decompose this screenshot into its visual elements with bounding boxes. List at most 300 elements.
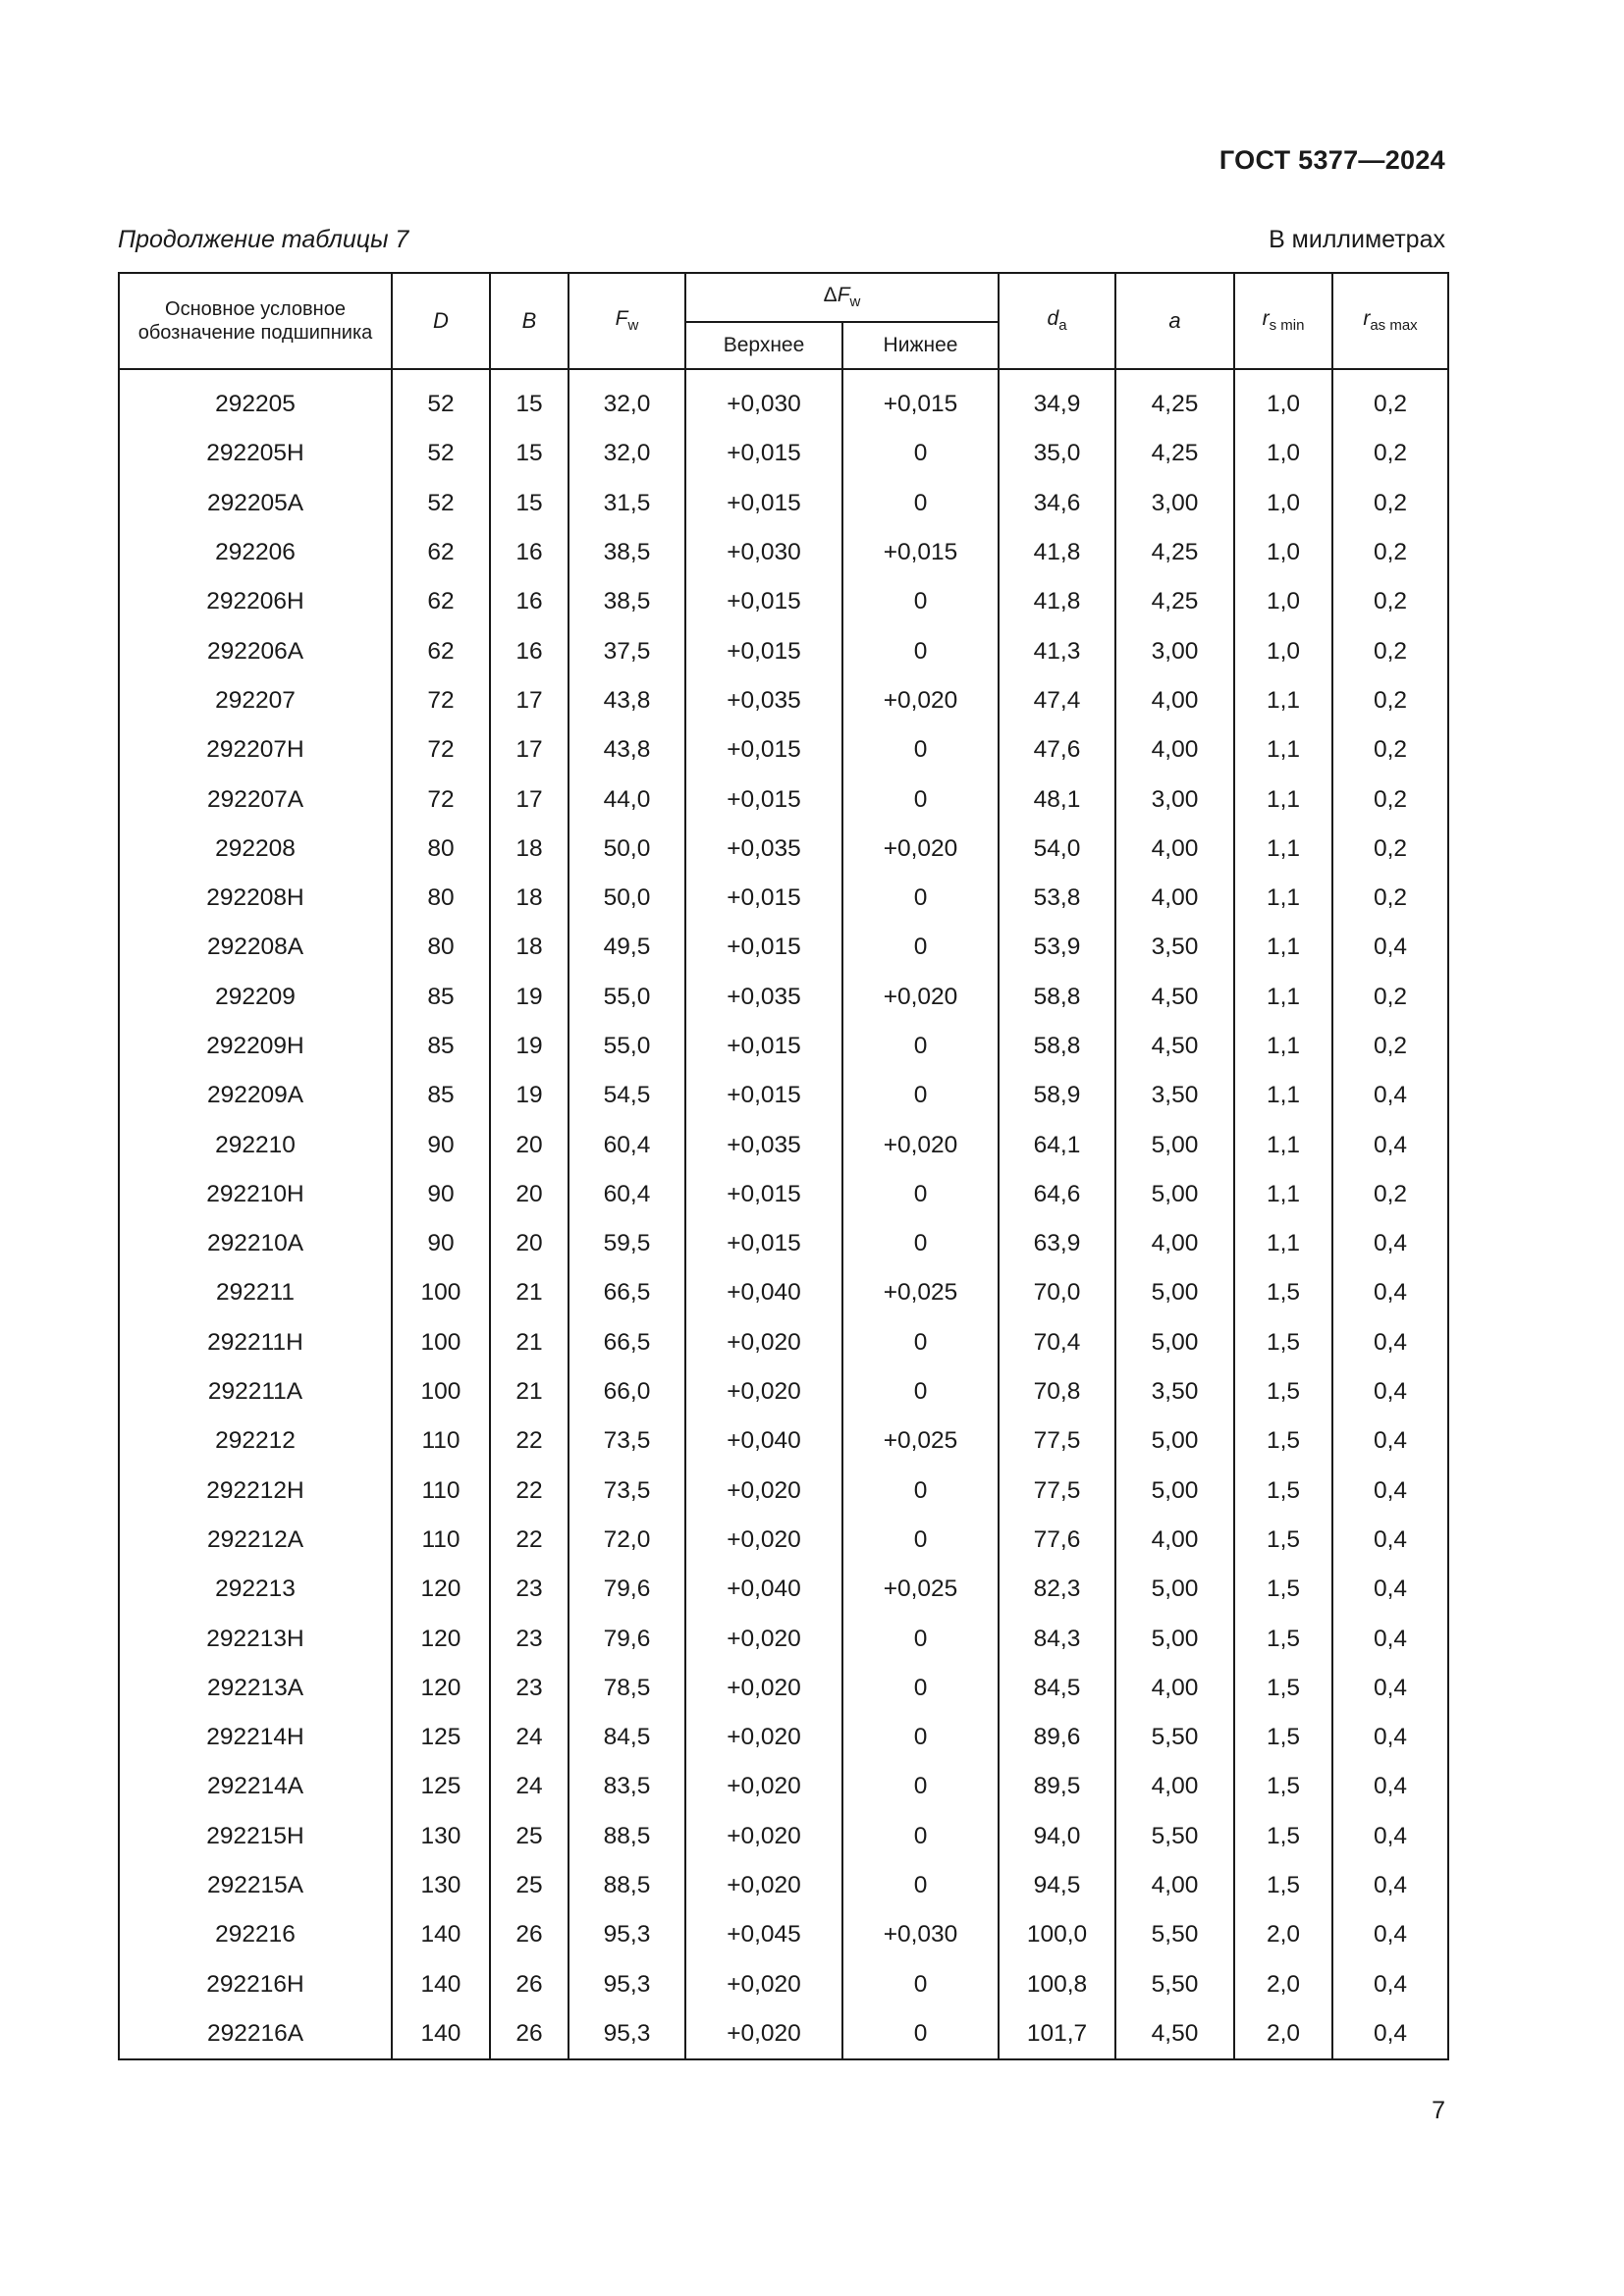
cell-lower: 0 (842, 1516, 999, 1565)
cell-designation: 292213Н (119, 1614, 392, 1663)
cell-ras-max: 0,4 (1332, 1367, 1448, 1416)
cell-Fw: 66,0 (568, 1367, 685, 1416)
cell-da: 100,8 (999, 1960, 1115, 2009)
cell-Fw: 95,3 (568, 1960, 685, 2009)
cell-D: 90 (392, 1120, 490, 1169)
cell-ras-max: 0,4 (1332, 1120, 1448, 1169)
header-lower: Нижнее (842, 322, 999, 369)
cell-designation: 292216А (119, 2009, 392, 2059)
cell-a: 5,00 (1115, 1467, 1234, 1516)
cell-B: 26 (490, 1960, 568, 2009)
cell-Fw: 43,8 (568, 725, 685, 774)
cell-B: 21 (490, 1268, 568, 1317)
cell-Fw: 55,0 (568, 1022, 685, 1071)
cell-designation: 292212Н (119, 1467, 392, 1516)
cell-Fw: 38,5 (568, 528, 685, 577)
cell-rs-min: 1,5 (1234, 1416, 1332, 1466)
cell-upper: +0,040 (685, 1268, 842, 1317)
table-row (119, 1170, 1448, 1219)
table-row (119, 1861, 1448, 1910)
cell-D: 100 (392, 1318, 490, 1367)
header-Fw (568, 273, 685, 369)
cell-upper: +0,030 (685, 528, 842, 577)
header-upper: Верхнее (685, 322, 842, 369)
cell-da: 58,8 (999, 1022, 1115, 1071)
table-row (119, 429, 1448, 478)
cell-a: 5,00 (1115, 1120, 1234, 1169)
table-row (119, 825, 1448, 874)
cell-D: 85 (392, 973, 490, 1022)
table-row (119, 1367, 1448, 1416)
cell-ras-max: 0,4 (1332, 1071, 1448, 1120)
cell-designation: 292210Н (119, 1170, 392, 1219)
cell-da: 54,0 (999, 825, 1115, 874)
cell-upper: +0,015 (685, 774, 842, 824)
table-row (119, 1219, 1448, 1268)
cell-lower: 0 (842, 1861, 999, 1910)
cell-upper: +0,035 (685, 1120, 842, 1169)
cell-rs-min: 1,5 (1234, 1713, 1332, 1762)
cell-Fw: 73,5 (568, 1416, 685, 1466)
cell-da: 70,4 (999, 1318, 1115, 1367)
cell-rs-min: 1,5 (1234, 1318, 1332, 1367)
cell-da: 89,6 (999, 1713, 1115, 1762)
cell-designation: 292215Н (119, 1812, 392, 1861)
cell-ras-max: 0,4 (1332, 2009, 1448, 2059)
cell-Fw: 95,3 (568, 1910, 685, 1959)
cell-ras-max: 0,4 (1332, 1713, 1448, 1762)
cell-Fw: 66,5 (568, 1318, 685, 1367)
table-row (119, 1416, 1448, 1466)
cell-D: 80 (392, 874, 490, 923)
header-delta-Fw-main: F (837, 284, 850, 307)
cell-designation: 292206Н (119, 577, 392, 626)
cell-designation: 292205А (119, 479, 392, 528)
cell-da: 70,0 (999, 1268, 1115, 1317)
cell-upper: +0,035 (685, 973, 842, 1022)
cell-da: 35,0 (999, 429, 1115, 478)
cell-a: 5,00 (1115, 1318, 1234, 1367)
cell-a: 3,50 (1115, 1071, 1234, 1120)
cell-rs-min: 1,1 (1234, 973, 1332, 1022)
cell-a: 4,00 (1115, 874, 1234, 923)
cell-designation: 292210 (119, 1120, 392, 1169)
cell-lower: 0 (842, 1812, 999, 1861)
cell-D: 52 (392, 429, 490, 478)
cell-upper: +0,015 (685, 923, 842, 972)
cell-upper: +0,015 (685, 1219, 842, 1268)
header-Fw-main: F (615, 307, 628, 331)
cell-da: 77,5 (999, 1416, 1115, 1466)
cell-designation: 292207 (119, 676, 392, 725)
table-row (119, 676, 1448, 725)
cell-B: 23 (490, 1614, 568, 1663)
cell-upper: +0,015 (685, 1022, 842, 1071)
cell-lower: 0 (842, 923, 999, 972)
cell-lower: 0 (842, 1219, 999, 1268)
cell-da: 77,6 (999, 1516, 1115, 1565)
cell-upper: +0,040 (685, 1416, 842, 1466)
cell-a: 4,00 (1115, 676, 1234, 725)
cell-D: 52 (392, 369, 490, 429)
cell-da: 41,8 (999, 528, 1115, 577)
table-row (119, 725, 1448, 774)
cell-lower: +0,015 (842, 369, 999, 429)
cell-designation: 292212А (119, 1516, 392, 1565)
cell-upper: +0,020 (685, 1713, 842, 1762)
cell-Fw: 72,0 (568, 1516, 685, 1565)
cell-a: 4,50 (1115, 1022, 1234, 1071)
cell-Fw: 50,0 (568, 874, 685, 923)
cell-Fw: 60,4 (568, 1170, 685, 1219)
cell-lower: 0 (842, 1467, 999, 1516)
cell-ras-max: 0,4 (1332, 1910, 1448, 1959)
cell-ras-max: 0,2 (1332, 725, 1448, 774)
cell-lower: +0,020 (842, 1120, 999, 1169)
cell-ras-max: 0,4 (1332, 1268, 1448, 1317)
cell-Fw: 84,5 (568, 1713, 685, 1762)
header-Fw-sub: w (627, 317, 639, 335)
cell-rs-min: 2,0 (1234, 2009, 1332, 2059)
cell-a: 5,00 (1115, 1268, 1234, 1317)
cell-Fw: 88,5 (568, 1861, 685, 1910)
cell-upper: +0,015 (685, 626, 842, 675)
cell-rs-min: 1,5 (1234, 1268, 1332, 1317)
header-ras-max (1332, 273, 1448, 369)
cell-B: 20 (490, 1219, 568, 1268)
cell-rs-min: 1,1 (1234, 874, 1332, 923)
table-row (119, 774, 1448, 824)
cell-rs-min: 1,1 (1234, 1071, 1332, 1120)
cell-a: 4,00 (1115, 1762, 1234, 1811)
cell-Fw: 31,5 (568, 479, 685, 528)
cell-B: 20 (490, 1120, 568, 1169)
cell-ras-max: 0,2 (1332, 1022, 1448, 1071)
table-row (119, 1516, 1448, 1565)
cell-da: 64,6 (999, 1170, 1115, 1219)
cell-rs-min: 1,5 (1234, 1614, 1332, 1663)
cell-Fw: 66,5 (568, 1268, 685, 1317)
cell-designation: 292211Н (119, 1318, 392, 1367)
cell-designation: 292212 (119, 1416, 392, 1466)
cell-designation: 292213А (119, 1664, 392, 1713)
cell-a: 3,00 (1115, 774, 1234, 824)
cell-designation: 292216Н (119, 1960, 392, 2009)
bearing-dimensions-table (118, 272, 1447, 2060)
cell-B: 17 (490, 676, 568, 725)
cell-da: 77,5 (999, 1467, 1115, 1516)
cell-D: 120 (392, 1565, 490, 1614)
cell-lower: 0 (842, 1170, 999, 1219)
cell-rs-min: 1,1 (1234, 1219, 1332, 1268)
cell-Fw: 83,5 (568, 1762, 685, 1811)
cell-designation: 292211А (119, 1367, 392, 1416)
cell-lower: 0 (842, 1713, 999, 1762)
table-row (119, 626, 1448, 675)
cell-D: 120 (392, 1614, 490, 1663)
table-row (119, 874, 1448, 923)
cell-designation: 292216 (119, 1910, 392, 1959)
cell-Fw: 38,5 (568, 577, 685, 626)
cell-upper: +0,020 (685, 1318, 842, 1367)
cell-ras-max: 0,4 (1332, 1664, 1448, 1713)
cell-B: 18 (490, 874, 568, 923)
cell-D: 80 (392, 825, 490, 874)
cell-Fw: 79,6 (568, 1614, 685, 1663)
table-row (119, 973, 1448, 1022)
cell-a: 5,50 (1115, 1713, 1234, 1762)
cell-lower: +0,025 (842, 1268, 999, 1317)
cell-a: 5,00 (1115, 1170, 1234, 1219)
cell-rs-min: 1,1 (1234, 1120, 1332, 1169)
cell-designation: 292209 (119, 973, 392, 1022)
cell-a: 4,00 (1115, 1861, 1234, 1910)
table-row (119, 1614, 1448, 1663)
cell-ras-max: 0,4 (1332, 1219, 1448, 1268)
cell-D: 140 (392, 2009, 490, 2059)
table-row (119, 577, 1448, 626)
cell-B: 18 (490, 923, 568, 972)
cell-da: 82,3 (999, 1565, 1115, 1614)
cell-ras-max: 0,2 (1332, 973, 1448, 1022)
cell-B: 15 (490, 429, 568, 478)
cell-da: 41,8 (999, 577, 1115, 626)
cell-B: 26 (490, 1910, 568, 1959)
cell-ras-max: 0,2 (1332, 369, 1448, 429)
cell-Fw: 32,0 (568, 429, 685, 478)
cell-D: 130 (392, 1861, 490, 1910)
cell-lower: 0 (842, 1071, 999, 1120)
cell-B: 25 (490, 1861, 568, 1910)
cell-Fw: 43,8 (568, 676, 685, 725)
cell-a: 4,25 (1115, 369, 1234, 429)
cell-B: 17 (490, 725, 568, 774)
cell-D: 130 (392, 1812, 490, 1861)
header-da (999, 273, 1115, 369)
header-rs-main: r (1262, 307, 1270, 331)
cell-upper: +0,020 (685, 1367, 842, 1416)
cell-ras-max: 0,4 (1332, 1812, 1448, 1861)
cell-lower: 0 (842, 725, 999, 774)
cell-a: 3,00 (1115, 626, 1234, 675)
cell-upper: +0,035 (685, 676, 842, 725)
table-row (119, 1022, 1448, 1071)
cell-a: 3,00 (1115, 479, 1234, 528)
cell-rs-min: 1,5 (1234, 1516, 1332, 1565)
table-row (119, 2009, 1448, 2059)
cell-rs-min: 1,1 (1234, 923, 1332, 972)
cell-designation: 292206 (119, 528, 392, 577)
cell-Fw: 88,5 (568, 1812, 685, 1861)
cell-designation: 292208А (119, 923, 392, 972)
cell-D: 62 (392, 626, 490, 675)
cell-Fw: 73,5 (568, 1467, 685, 1516)
cell-Fw: 50,0 (568, 825, 685, 874)
cell-lower: 0 (842, 1614, 999, 1663)
cell-lower: 0 (842, 1960, 999, 2009)
cell-lower: +0,025 (842, 1565, 999, 1614)
cell-lower: 0 (842, 479, 999, 528)
cell-D: 125 (392, 1713, 490, 1762)
cell-B: 16 (490, 626, 568, 675)
cell-ras-max: 0,4 (1332, 1416, 1448, 1466)
cell-rs-min: 2,0 (1234, 1910, 1332, 1959)
cell-designation: 292205Н (119, 429, 392, 478)
cell-rs-min: 1,5 (1234, 1664, 1332, 1713)
cell-da: 64,1 (999, 1120, 1115, 1169)
table-continuation-caption: Продолжение таблицы 7 (118, 226, 409, 253)
cell-upper: +0,015 (685, 429, 842, 478)
cell-upper: +0,020 (685, 1812, 842, 1861)
cell-da: 94,0 (999, 1812, 1115, 1861)
cell-lower: 0 (842, 2009, 999, 2059)
cell-rs-min: 1,5 (1234, 1467, 1332, 1516)
cell-lower: +0,020 (842, 676, 999, 725)
cell-a: 4,00 (1115, 1219, 1234, 1268)
cell-da: 53,8 (999, 874, 1115, 923)
table-row (119, 369, 1448, 429)
cell-designation: 292209Н (119, 1022, 392, 1071)
cell-D: 100 (392, 1367, 490, 1416)
cell-D: 62 (392, 577, 490, 626)
cell-Fw: 54,5 (568, 1071, 685, 1120)
cell-designation: 292207Н (119, 725, 392, 774)
cell-rs-min: 1,1 (1234, 1170, 1332, 1219)
cell-da: 34,6 (999, 479, 1115, 528)
cell-lower: 0 (842, 1762, 999, 1811)
header-delta-symbol: Δ (823, 284, 838, 307)
table-row (119, 1268, 1448, 1317)
cell-a: 4,00 (1115, 1664, 1234, 1713)
cell-ras-max: 0,2 (1332, 479, 1448, 528)
cell-D: 72 (392, 774, 490, 824)
cell-a: 4,25 (1115, 577, 1234, 626)
cell-D: 125 (392, 1762, 490, 1811)
table-row (119, 1071, 1448, 1120)
cell-da: 48,1 (999, 774, 1115, 824)
cell-ras-max: 0,2 (1332, 676, 1448, 725)
cell-designation: 292206А (119, 626, 392, 675)
cell-rs-min: 1,0 (1234, 528, 1332, 577)
table-row (119, 1762, 1448, 1811)
cell-lower: +0,030 (842, 1910, 999, 1959)
cell-B: 21 (490, 1318, 568, 1367)
cell-upper: +0,015 (685, 874, 842, 923)
cell-a: 5,50 (1115, 1812, 1234, 1861)
cell-upper: +0,020 (685, 1861, 842, 1910)
cell-D: 90 (392, 1170, 490, 1219)
cell-B: 16 (490, 528, 568, 577)
cell-a: 4,50 (1115, 2009, 1234, 2059)
cell-rs-min: 1,0 (1234, 626, 1332, 675)
cell-a: 5,00 (1115, 1565, 1234, 1614)
cell-B: 25 (490, 1812, 568, 1861)
cell-designation: 292211 (119, 1268, 392, 1317)
cell-rs-min: 1,0 (1234, 429, 1332, 478)
cell-ras-max: 0,2 (1332, 577, 1448, 626)
header-ras-sub: as max (1370, 317, 1418, 335)
document-code: ГОСТ 5377—2024 (1218, 145, 1445, 175)
cell-ras-max: 0,2 (1332, 528, 1448, 577)
cell-lower: 0 (842, 626, 999, 675)
cell-ras-max: 0,2 (1332, 626, 1448, 675)
table-row (119, 1713, 1448, 1762)
cell-ras-max: 0,4 (1332, 1762, 1448, 1811)
cell-Fw: 78,5 (568, 1664, 685, 1713)
cell-B: 15 (490, 369, 568, 429)
cell-B: 22 (490, 1467, 568, 1516)
cell-D: 140 (392, 1910, 490, 1959)
cell-Fw: 49,5 (568, 923, 685, 972)
units-caption: В миллиметрах (1269, 226, 1445, 253)
table-row (119, 1812, 1448, 1861)
cell-D: 110 (392, 1467, 490, 1516)
cell-da: 89,5 (999, 1762, 1115, 1811)
cell-Fw: 59,5 (568, 1219, 685, 1268)
header-da-main: d (1047, 307, 1059, 331)
cell-lower: 0 (842, 874, 999, 923)
cell-B: 19 (490, 1071, 568, 1120)
cell-lower: 0 (842, 1022, 999, 1071)
cell-ras-max: 0,2 (1332, 429, 1448, 478)
cell-B: 23 (490, 1664, 568, 1713)
table-row (119, 1960, 1448, 2009)
cell-ras-max: 0,4 (1332, 1467, 1448, 1516)
cell-ras-max: 0,4 (1332, 1565, 1448, 1614)
cell-a: 5,50 (1115, 1910, 1234, 1959)
cell-a: 4,25 (1115, 429, 1234, 478)
cell-upper: +0,015 (685, 577, 842, 626)
cell-designation: 292208 (119, 825, 392, 874)
cell-lower: +0,015 (842, 528, 999, 577)
cell-rs-min: 1,0 (1234, 479, 1332, 528)
cell-a: 3,50 (1115, 1367, 1234, 1416)
table-row (119, 1318, 1448, 1367)
cell-B: 15 (490, 479, 568, 528)
cell-da: 47,4 (999, 676, 1115, 725)
cell-ras-max: 0,2 (1332, 825, 1448, 874)
cell-D: 52 (392, 479, 490, 528)
cell-D: 100 (392, 1268, 490, 1317)
cell-rs-min: 2,0 (1234, 1960, 1332, 2009)
cell-a: 5,00 (1115, 1416, 1234, 1466)
cell-upper: +0,020 (685, 1762, 842, 1811)
cell-a: 5,00 (1115, 1614, 1234, 1663)
cell-rs-min: 1,1 (1234, 676, 1332, 725)
cell-B: 26 (490, 2009, 568, 2059)
cell-upper: +0,015 (685, 725, 842, 774)
cell-designation: 292214А (119, 1762, 392, 1811)
cell-a: 4,00 (1115, 825, 1234, 874)
cell-a: 4,00 (1115, 725, 1234, 774)
cell-B: 22 (490, 1416, 568, 1466)
cell-D: 72 (392, 676, 490, 725)
cell-a: 4,00 (1115, 1516, 1234, 1565)
cell-rs-min: 1,0 (1234, 577, 1332, 626)
cell-D: 85 (392, 1071, 490, 1120)
cell-rs-min: 1,1 (1234, 825, 1332, 874)
cell-upper: +0,045 (685, 1910, 842, 1959)
cell-lower: 0 (842, 1367, 999, 1416)
cell-lower: +0,025 (842, 1416, 999, 1466)
cell-ras-max: 0,4 (1332, 1614, 1448, 1663)
cell-lower: +0,020 (842, 973, 999, 1022)
cell-Fw: 95,3 (568, 2009, 685, 2059)
cell-D: 90 (392, 1219, 490, 1268)
cell-ras-max: 0,4 (1332, 1318, 1448, 1367)
cell-rs-min: 1,1 (1234, 1022, 1332, 1071)
cell-lower: 0 (842, 577, 999, 626)
